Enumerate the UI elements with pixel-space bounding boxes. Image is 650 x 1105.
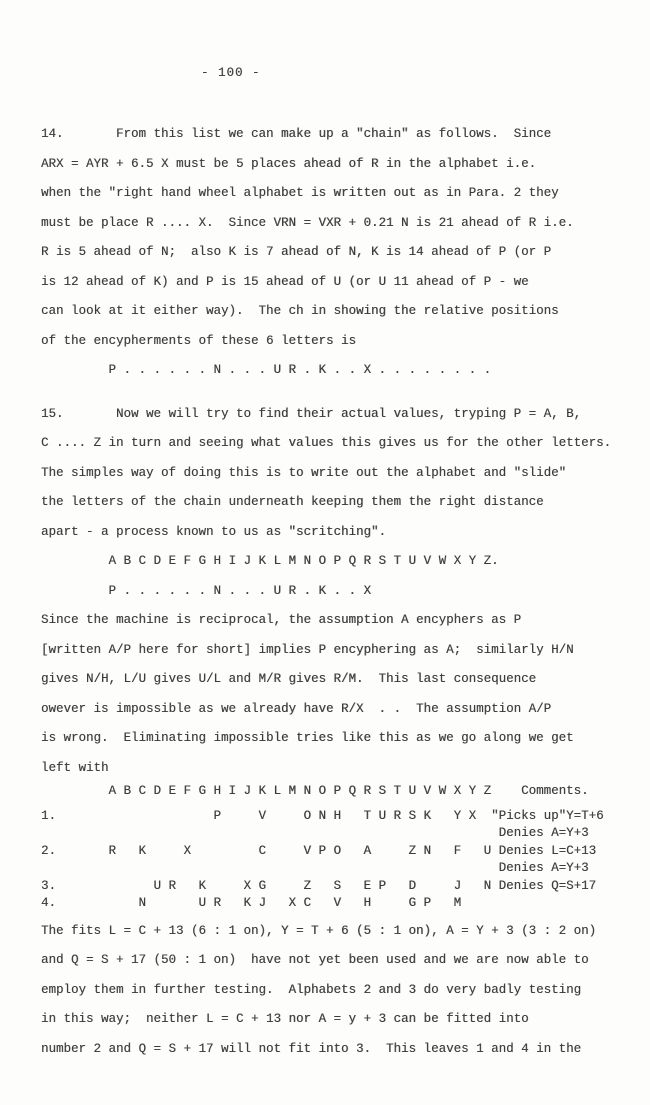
table-row-comment: Denies A=Y+3 [41,826,589,840]
typed-line: must be place R .... X. Since VRN = VXR + 0.21 N is 21 ahead of R i.e. [41,215,574,230]
table-row: 4. N U R K J X C V H G P M [41,896,462,910]
page-number: - 100 - [201,66,261,80]
typed-line: when the "right hand wheel alphabet is written out as in Para. 2 they [41,186,559,200]
typed-line: The fits L = C + 13 (6 : 1 on), Y = T + 6 (5 : 1 on), A = Y + 3 (3 : 2 on) [41,923,597,938]
typed-line: 15. Now we will try to find their actual values, tryping P = A, B, [41,406,582,421]
typed-line: can look at it either way). The ch in showing the relative positions [41,304,559,318]
typed-line: [written A/P here for short] implies P encyphering as A; similarly H/N [41,642,574,657]
table-header-row: A B C D E F G H I J K L M N O P Q R S T U V W X Y Z Comments. [41,784,589,798]
typed-line: left with [41,760,109,775]
table-row: 3. U R K X G Z S E P D J N Denies Q=S+17 [41,878,597,893]
typed-line: in this way; neither L = C + 13 nor A = y + 3 can be fitted into [41,1012,529,1026]
chain-line: P . . . . . . N . . . U R . K . . X [41,583,372,598]
typed-line: 14. From this list we can make up a "chain" as follows. Since [41,127,552,141]
typed-line: apart - a process known to us as "scritching". [41,524,387,539]
typed-line: The simples way of doing this is to write out the alphabet and "slide" [41,465,567,480]
typed-line: C .... Z in turn and seeing what values this gives us for the other letters. [41,436,612,450]
typed-line: owever is impossible as we already have R/X . . The assumption A/P [41,701,552,716]
typed-line: of the encypherments of these 6 letters is [41,333,357,348]
table-row-comment: Denies A=Y+3 [41,861,589,875]
typed-line: is wrong. Eliminating impossible tries like this as we go along we get [41,731,574,745]
table-row: 1. P V O N H T U R S K Y X "Picks up"Y=T+6 [41,808,604,823]
typed-line: Since the machine is reciprocal, the assumption A encyphers as P [41,613,522,627]
typed-line: ARX = AYR + 6.5 X must be 5 places ahead of R in the alphabet i.e. [41,156,537,171]
paragraph-14 [41,120,626,386]
alphabet-line: A B C D E F G H I J K L M N O P Q R S T U V W X Y Z. [41,554,499,568]
typed-line: number 2 and Q = S + 17 will not fit into 3. This leaves 1 and 4 in the [41,1041,582,1056]
typed-line: and Q = S + 17 (50 : 1 on) have not yet been used and we are now able to [41,953,589,967]
typed-line: R is 5 ahead of N; also K is 7 ahead of N, K is 14 ahead of P (or P [41,245,552,259]
paragraph-16 [41,917,626,1065]
typed-line: employ them in further testing. Alphabets 2 and 3 do very badly testing [41,982,582,997]
typed-line: is 12 ahead of K) and P is 15 ahead of U (or U 11 ahead of P - we [41,274,529,289]
alphabet-trial-table [41,783,626,913]
typed-line: gives N/H, L/U gives U/L and M/R gives R/M. This last consequence [41,672,537,686]
table-row: 2. R K X C V P O A Z N F U Denies L=C+13 [41,843,597,858]
paragraph-15 [41,400,626,784]
typed-line: the letters of the chain underneath keeping them the right distance [41,495,544,509]
chain-line: P . . . . . . N . . . U R . K . . X . . . . . . . . [41,363,492,377]
